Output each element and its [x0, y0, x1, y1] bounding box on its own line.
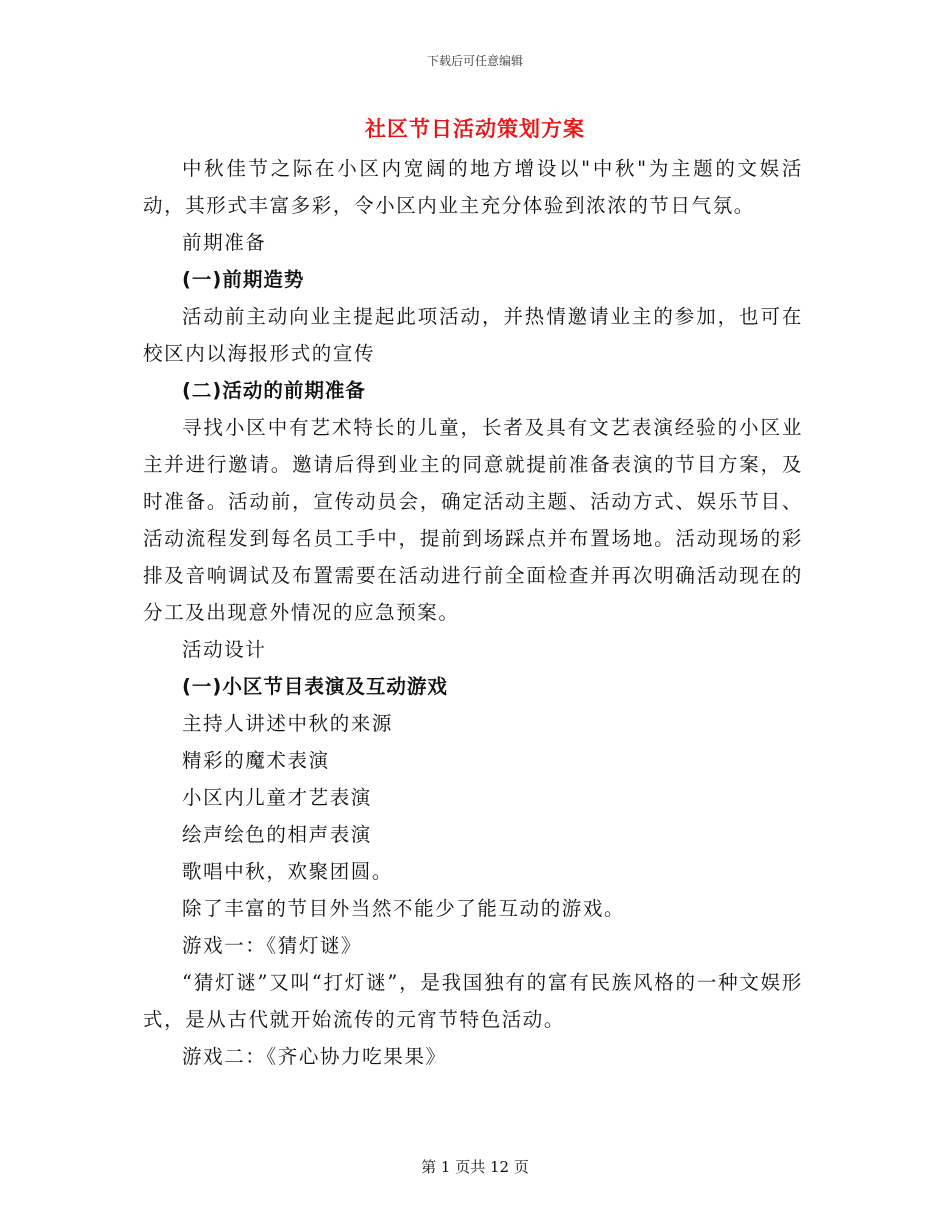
- body-paragraph: 主持人讲述中秋的来源: [182, 712, 394, 735]
- body-paragraph: 精彩的魔术表演: [182, 749, 330, 772]
- document-title: 社区节日活动策划方案: [365, 116, 585, 141]
- section-heading: (一)小区节目表演及互动游戏: [182, 675, 448, 698]
- body-paragraph: 寻找小区中有艺术特长的儿童，长者及具有文艺表演经验的小区业主并进行邀请。邀请后得到业主的同意就提前准备表演的节目方案，及时准备。活动前，宣传动员会，确定活动主题、活动方式、娱乐节目、活动流程发到每名员工手中，提前到场踩点并布置场地。活动现场的彩排及音响调试及布置需要在活动进行前全面检查并再次明确活动现在的分工及出现意外情况的应急预案。: [143, 416, 803, 624]
- section-heading: (一)前期造势: [182, 268, 305, 291]
- body-paragraph: 活动设计: [182, 638, 267, 661]
- body-paragraph: 小区内儿童才艺表演: [182, 786, 372, 809]
- body-paragraph: “猜灯谜”又叫“打灯谜”，是我国独有的富有民族风格的一种文娱形式，是从古代就开始流传的元宵节特色活动。: [143, 971, 803, 1031]
- body-paragraph: 游戏二：《齐心协力吃果果》: [182, 1045, 447, 1068]
- body-paragraph: 中秋佳节之际在小区内宽阔的地方增设以"中秋"为主题的文娱活动，其形式丰富多彩，令小区内业主充分体验到浓浓的节日气氛。: [143, 157, 803, 217]
- document-body: [143, 150, 803, 1075]
- page-header: 下载后可任意编辑: [426, 54, 523, 68]
- body-paragraph: 歌唱中秋，欢聚团圆。: [182, 860, 394, 883]
- body-paragraph: 游戏一：《猜灯谜》: [182, 934, 363, 957]
- body-paragraph: 前期准备: [182, 231, 267, 254]
- section-heading: (二)活动的前期准备: [182, 379, 366, 402]
- page-footer: 第 1 页共 12 页: [421, 1158, 529, 1176]
- body-paragraph: 除了丰富的节目外当然不能少了能互动的游戏。: [182, 897, 626, 920]
- body-paragraph: 活动前主动向业主提起此项活动，并热情邀请业主的参加，也可在校区内以海报形式的宣传: [143, 305, 803, 365]
- body-paragraph: 绘声绘色的相声表演: [182, 823, 372, 846]
